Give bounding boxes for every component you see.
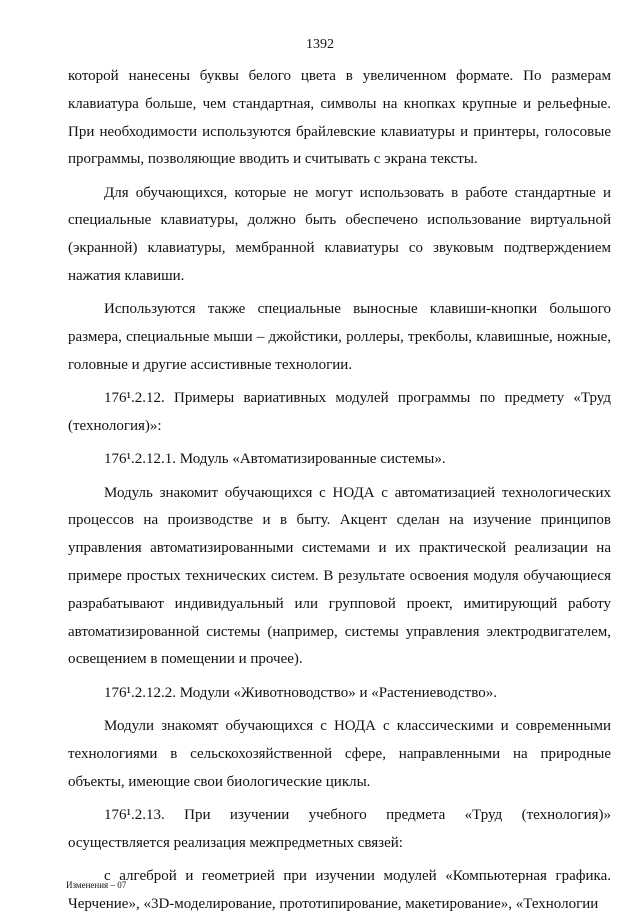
section-heading-176-2-12-1: 176¹.2.12.1. Модуль «Автоматизированные системы». bbox=[104, 451, 446, 468]
paragraph-assistive-technologies: Используются также специальные выносные клавиши-кнопки большого размера, специальные мыши – джойстики, роллеры, трекболы, клавишные, ножные, головные и другие ассистивные технологии. bbox=[68, 301, 611, 373]
paragraph-keyboard-description: которой нанесены буквы белого цвета в увеличенном формате. По размерам клавиатура больше, чем стандартная, символы на кнопках крупные и рельефные. При необходимости используются брайлевские клавиатуры и принтеры, голосовые программы, позволяющие вводить и считывать с экрана тексты. bbox=[68, 68, 611, 168]
section-heading-176-2-13: 176¹.2.13. При изучении учебного предмета «Труд (технология)» осуществляется реализация межпредметных связей: bbox=[68, 806, 611, 851]
paragraph-virtual-keyboard: Для обучающихся, которые не могут использовать в работе стандартные и специальные клавиатуры, должно быть обеспечено использование виртуальной (экранной) клавиатуры, мембранной клавиатуры со звуковым подтверждением нажатия клавиши. bbox=[68, 184, 611, 285]
page-number: 1392 bbox=[306, 37, 334, 52]
paragraph-interdisciplinary-links: с алгеброй и геометрией при изучении модулей «Компьютерная графика. Черчение», «3D-моделирование, прототипирование, макетирование», «Технологии bbox=[68, 868, 611, 912]
section-heading-176-2-12-2: 176¹.2.12.2. Модули «Животноводство» и «Растениеводство». bbox=[104, 684, 497, 701]
footer-revision-note: Изменения – 07 bbox=[66, 880, 127, 890]
paragraph-agriculture-modules: Модули знакомят обучающихся с НОДА с классическими и современными технологиями в сельскохозяйственной сфере, направленными на природные объекты, имеющие свои биологические циклы. bbox=[68, 718, 611, 790]
section-heading-176-2-12: 176¹.2.12. Примеры вариативных модулей программы по предмету «Труд (технология)»: bbox=[68, 390, 611, 435]
document-body bbox=[68, 63, 611, 924]
paragraph-automation-module: Модуль знакомит обучающихся с НОДА с автоматизацией технологических процессов на производстве и в быту. Акцент сделан на изучение принципов управления автоматизированными системами и их практической реализации на примере простых технических систем. В результате освоения модуля обучающиеся разрабатывают индивидуальный или групповой проект, имитирующий работу автоматизированной системы (например, системы управления электродвигателем, освещением в помещении и прочее). bbox=[68, 484, 611, 668]
